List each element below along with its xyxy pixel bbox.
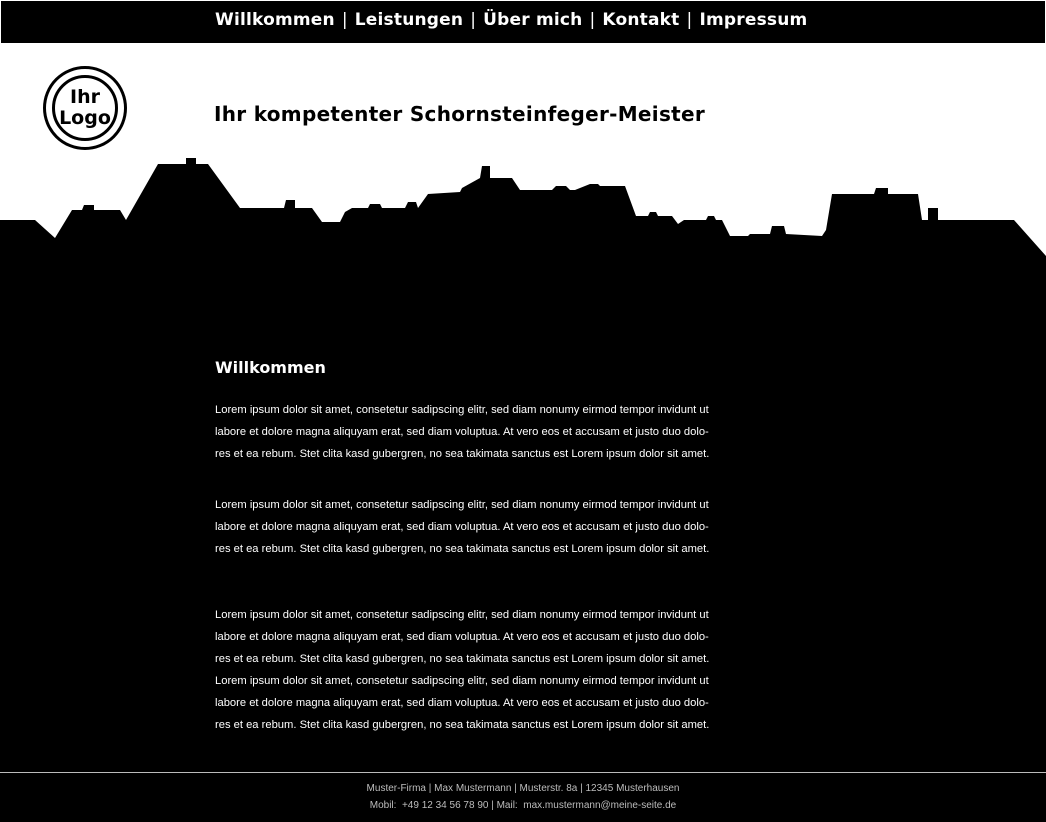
nav-separator: | (470, 10, 477, 30)
top-navigation-bar (0, 0, 1046, 44)
nav-link-leistungen[interactable]: Leistungen (354, 10, 464, 30)
nav-link-impressum[interactable]: Impressum (699, 10, 808, 30)
paragraph-line: res et ea rebum. Stet clita kasd gubergren, no sea takimata sanctus est Lorem ipsum dolor sit amet. (215, 719, 710, 731)
nav-link-willkommen[interactable]: Willkommen (215, 10, 335, 30)
paragraph-line: res et ea rebum. Stet clita kasd gubergren, no sea takimata sanctus est Lorem ipsum dolor sit amet. (215, 543, 710, 555)
main-nav (215, 10, 807, 30)
site-tagline: Ihr kompetenter Schornsteinfeger-Meister (214, 102, 706, 126)
site-logo[interactable] (43, 66, 127, 150)
site-footer (0, 772, 1046, 822)
paragraph-line: Lorem ipsum dolor sit amet, consetetur sadipscing elitr, sed diam nonumy eirmod tempor invidunt ut (215, 404, 709, 416)
paragraph-line: labore et dolore magna aliquyam erat, sed diam voluptua. At vero eos et accusam et justo duo dolo- (215, 521, 709, 533)
nav-separator: | (589, 10, 596, 30)
paragraph-line: Lorem ipsum dolor sit amet, consetetur sadipscing elitr, sed diam nonumy eirmod tempor invidunt ut (215, 675, 709, 687)
nav-link-ueber-mich[interactable]: Über mich (483, 10, 583, 30)
paragraph-line: Lorem ipsum dolor sit amet, consetetur sadipscing elitr, sed diam nonumy eirmod tempor invidunt ut (215, 609, 709, 621)
footer-address: Muster-Firma | Max Mustermann | Musterstr. 8a | 12345 Musterhausen (366, 783, 680, 794)
content-paragraph (215, 399, 795, 465)
paragraph-line: res et ea rebum. Stet clita kasd gubergren, no sea takimata sanctus est Lorem ipsum dolor sit amet. (215, 448, 710, 460)
paragraph-line: res et ea rebum. Stet clita kasd gubergren, no sea takimata sanctus est Lorem ipsum dolor sit amet. (215, 653, 710, 665)
paragraph-line: labore et dolore magna aliquyam erat, sed diam voluptua. At vero eos et accusam et justo duo dolo- (215, 426, 709, 438)
paragraph-line: Lorem ipsum dolor sit amet, consetetur sadipscing elitr, sed diam nonumy eirmod tempor invidunt ut (215, 499, 709, 511)
paragraph-line: labore et dolore magna aliquyam erat, sed diam voluptua. At vero eos et accusam et justo duo dolo- (215, 631, 709, 643)
footer-contact: Mobil: +49 12 34 56 78 90 | Mail: max.mustermann@meine-seite.de (369, 800, 677, 811)
rooftop-skyline-illustration (0, 150, 1046, 310)
content-heading: Willkommen (215, 358, 326, 377)
paragraph-line: labore et dolore magna aliquyam erat, sed diam voluptua. At vero eos et accusam et justo duo dolo- (215, 697, 709, 709)
content-paragraph (215, 494, 795, 560)
logo-text-line1: Ihr (70, 86, 100, 108)
logo-badge (52, 75, 118, 141)
logo-text-line2: Logo (59, 107, 111, 129)
content-paragraph (215, 604, 795, 736)
nav-link-kontakt[interactable]: Kontakt (602, 10, 680, 30)
nav-separator: | (686, 10, 693, 30)
nav-separator: | (341, 10, 348, 30)
